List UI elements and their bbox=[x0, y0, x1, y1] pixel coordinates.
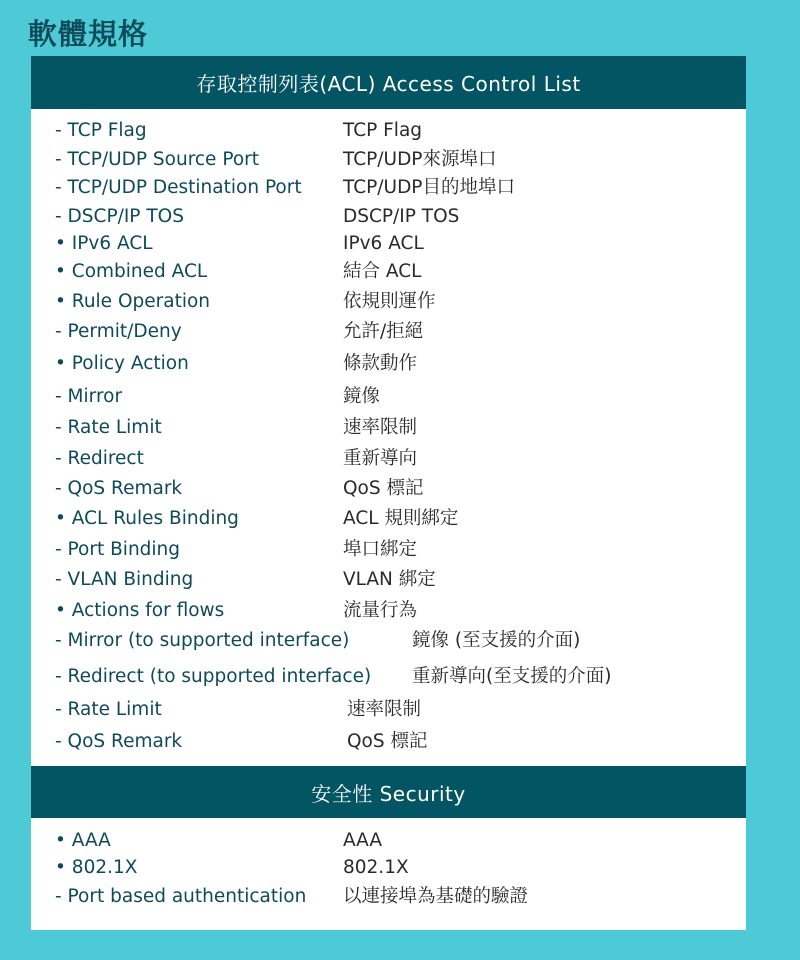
spec-row bbox=[31, 696, 746, 724]
spec-label-en: - Mirror (to supported interface) bbox=[55, 630, 350, 651]
spec-label-en: • Combined ACL bbox=[55, 261, 208, 282]
spec-label-en: - Mirror bbox=[55, 386, 123, 407]
spec-label-zh: 重新導向 bbox=[343, 448, 418, 469]
spec-label-zh: DSCP/IP TOS bbox=[343, 206, 460, 227]
spec-row bbox=[31, 883, 746, 911]
spec-label-zh: ACL 規則綁定 bbox=[343, 508, 459, 529]
spec-row bbox=[31, 146, 746, 174]
spec-label-zh: 埠口綁定 bbox=[343, 539, 418, 560]
spec-label-en: - TCP/UDP Source Port bbox=[55, 149, 259, 170]
spec-label-zh: 條款動作 bbox=[343, 353, 418, 374]
spec-label-zh: 鏡像 bbox=[343, 386, 381, 407]
spec-label-en: - Rate Limit bbox=[55, 699, 162, 720]
spec-row bbox=[31, 475, 746, 503]
spec-label-en: • ACL Rules Binding bbox=[55, 508, 239, 529]
spec-label-en: • IPv6 ACL bbox=[55, 233, 153, 254]
spec-label-zh: IPv6 ACL bbox=[343, 233, 424, 254]
spec-label-zh: 以連接埠為基礎的驗證 bbox=[343, 886, 529, 907]
spec-row bbox=[31, 203, 746, 231]
security-section-header: 安全性 Security bbox=[31, 766, 746, 818]
spec-label-zh: 允許/拒絕 bbox=[343, 321, 424, 342]
spec-row bbox=[31, 627, 746, 655]
spec-row bbox=[31, 597, 746, 625]
spec-label-zh: 結合 ACL bbox=[343, 261, 422, 282]
spec-label-en: - Port Binding bbox=[55, 539, 181, 560]
spec-label-en: - QoS Remark bbox=[55, 478, 183, 499]
spec-label-en: • Policy Action bbox=[55, 353, 189, 374]
spec-row bbox=[31, 318, 746, 346]
page-title: 軟體規格 bbox=[28, 17, 149, 51]
spec-label-en: - Permit/Deny bbox=[55, 321, 182, 342]
spec-label-en: • Actions for flows bbox=[55, 600, 225, 621]
spec-label-zh: VLAN 綁定 bbox=[343, 569, 436, 590]
spec-row bbox=[31, 536, 746, 564]
spec-row bbox=[31, 414, 746, 442]
spec-label-en: - TCP/UDP Destination Port bbox=[55, 177, 302, 198]
spec-row bbox=[31, 350, 746, 378]
spec-row bbox=[31, 663, 746, 691]
spec-label-en: • 802.1X bbox=[55, 857, 138, 878]
spec-label-en: - QoS Remark bbox=[55, 731, 183, 752]
spec-row bbox=[31, 827, 746, 855]
spec-row bbox=[31, 383, 746, 411]
spec-label-zh: TCP/UDP來源埠口 bbox=[343, 149, 497, 170]
spec-row bbox=[31, 445, 746, 473]
spec-row bbox=[31, 854, 746, 882]
spec-label-en: - Redirect bbox=[55, 448, 144, 469]
spec-label-zh: AAA bbox=[343, 830, 382, 851]
spec-row bbox=[31, 288, 746, 316]
spec-label-zh: 依規則運作 bbox=[343, 291, 436, 312]
spec-label-en: - Rate Limit bbox=[55, 417, 162, 438]
spec-row bbox=[31, 728, 746, 756]
spec-label-zh: 速率限制 bbox=[343, 417, 418, 438]
spec-label-zh: 流量行為 bbox=[343, 600, 418, 621]
spec-row bbox=[31, 566, 746, 594]
spec-label-en: • AAA bbox=[55, 830, 111, 851]
spec-label-en: • Rule Operation bbox=[55, 291, 211, 312]
spec-panel bbox=[31, 56, 746, 930]
spec-label-zh: QoS 標記 bbox=[347, 731, 428, 752]
spec-row bbox=[31, 174, 746, 202]
spec-label-zh: QoS 標記 bbox=[343, 478, 424, 499]
spec-label-zh: 重新導向(至支援的介面) bbox=[412, 666, 612, 687]
spec-label-en: - Redirect (to supported interface) bbox=[55, 666, 372, 687]
spec-row bbox=[31, 230, 746, 258]
spec-label-en: - TCP Flag bbox=[55, 120, 147, 141]
spec-label-zh: 速率限制 bbox=[347, 699, 422, 720]
spec-row bbox=[31, 117, 746, 145]
spec-row bbox=[31, 258, 746, 286]
spec-label-zh: 鏡像 (至支援的介面) bbox=[412, 630, 581, 651]
spec-label-zh: TCP Flag bbox=[343, 120, 423, 141]
spec-row bbox=[31, 505, 746, 533]
spec-label-zh: TCP/UDP目的地埠口 bbox=[343, 177, 515, 198]
spec-label-en: - Port based authentication bbox=[55, 886, 307, 907]
spec-label-en: - VLAN Binding bbox=[55, 569, 194, 590]
spec-label-zh: 802.1X bbox=[343, 857, 409, 878]
spec-label-en: - DSCP/IP TOS bbox=[55, 206, 184, 227]
acl-section-header: 存取控制列表(ACL) Access Control List bbox=[31, 56, 746, 109]
